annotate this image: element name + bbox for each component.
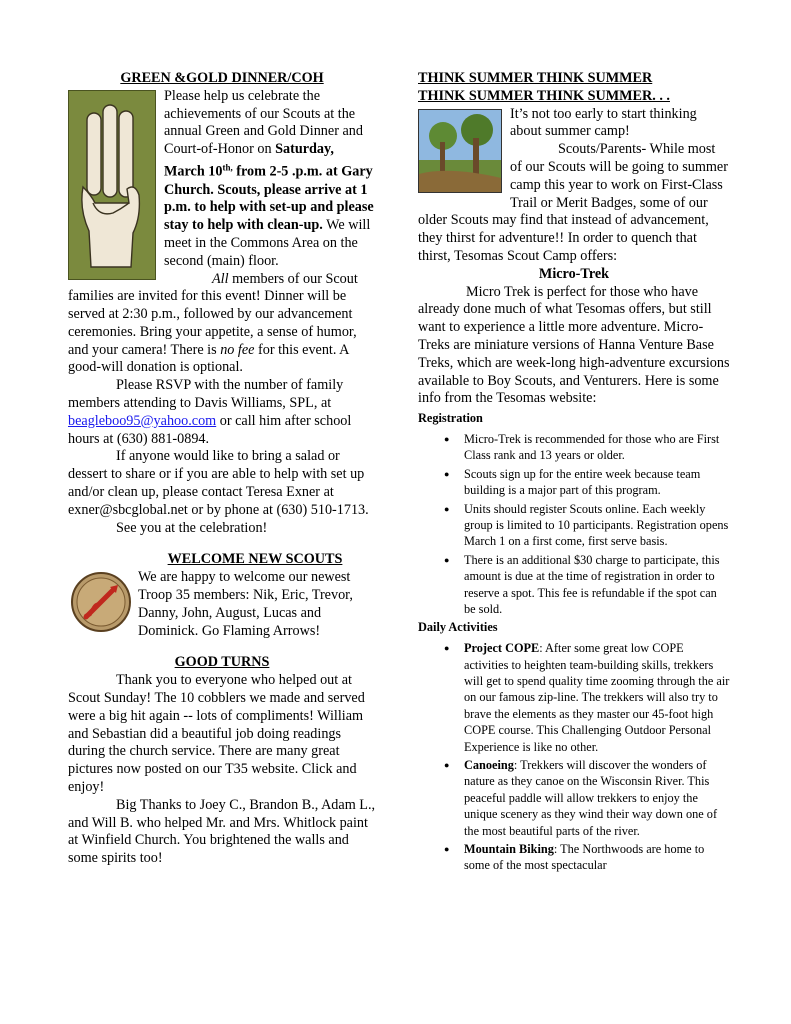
activity-title: Canoeing xyxy=(464,758,514,773)
activity-title: Project COPE xyxy=(464,641,540,656)
spacer xyxy=(68,640,376,654)
summer-heading-line-1: THINK SUMMER THINK SUMMER xyxy=(418,70,653,86)
dinner-p2-end: for this event. A good-will donation is optional. xyxy=(68,341,349,376)
registration-heading: Registration xyxy=(418,411,483,426)
welcome-text: We are happy to welcome our newest Troop 35 members: Nik, Eric, Trevor, Danny, John, August, Lucas and Dominick. Go Flaming Arrows! xyxy=(138,569,353,639)
micro-trek-heading: Micro-Trek xyxy=(538,265,610,282)
activity-text: : The Northwoods are home to some of the most spectacular xyxy=(464,842,705,873)
dinner-p1-text: Please help us celebrate the achievements of our Scouts at the annual Green and Gold Dinner and Court-of-Honor on xyxy=(164,87,363,158)
left-column xyxy=(68,70,376,868)
welcome-heading: WELCOME NEW SCOUTS xyxy=(167,551,343,568)
flaming-arrow-patch-icon xyxy=(70,571,132,633)
right-column xyxy=(418,70,730,876)
dinner-no-fee: no fee xyxy=(220,341,255,358)
list-item: ● Units should register Scouts online. Each weekly group is limited to 10 participants. Registration opens March 1 on a first come, first serve basis. xyxy=(464,501,730,550)
good-turns-paragraph-2: Big Thanks to Joey C., Brandon B., Adam L., and Will B. who helped Mr. and Mrs. Whitlock paint at Winfield Church. You brightened the walls and some spirits too! xyxy=(68,796,376,867)
dinner-all-emphasis: All xyxy=(212,270,229,287)
good-turns-paragraph-1: Thank you to everyone who helped out at Scout Sunday! The 10 cobblers we made and served were a big hit again -- lots of compliments! William and Sebastian did a beautiful job doing readings during the church service. There are many great pictures now posted on our T35 website. Click and enjoy! xyxy=(68,672,365,796)
dinner-rsvp-text: Please RSVP with the number of family members attending to Davis Williams, SPL, at xyxy=(68,377,344,412)
activity-title: Mountain Biking xyxy=(464,842,554,857)
list-item xyxy=(464,841,730,874)
activity-text: : Trekkers will discover the wonders of nature as they canoe on the Wisconsin River. This peaceful paddle will allow trekkers to enjoy the unique scenery as they wind their way down one of the most beautiful parts of the river. xyxy=(464,758,718,838)
activity-text: : After some great low COPE activities to heighten team-building skills, trekkers will get to spend quality time zooming through the air on our famous zip-line. The trekkers will also try to brave the elements as they master our 45-foot high COPE course. This Challenging Outdoor Personal Experience is like no other. xyxy=(464,641,730,754)
rsvp-email-link[interactable]: beagleboo95@yahoo.com xyxy=(68,412,217,429)
list-item xyxy=(464,757,730,839)
good-turns-heading: GOOD TURNS xyxy=(174,654,270,671)
summer-camp-image xyxy=(418,109,502,193)
dinner-paragraph-4: If anyone would like to bring a salad or dessert to share or if you are able to help with set up and/or clean up, please contact Teresa Exner at exner@sbcglobal.net or by phone at (630) 510-1713. xyxy=(68,448,369,518)
dinner-paragraph-2 xyxy=(68,271,376,378)
activities-list xyxy=(418,640,730,874)
summer-paragraph-2: Scouts/Parents- While most of our Scouts will be going to summer camp this year to work on First-Class Trail or Merit Badges, some of our older Scouts may find that instead of advancement, they thirst for adventure!! In order to quench that thirst, Tesomas Scout Camp offers: xyxy=(418,141,728,264)
list-item: ● Micro-Trek is recommended for those who are First Class rank and 13 years or older. xyxy=(464,431,730,464)
summer-heading-line-2: THINK SUMMER THINK SUMMER. . . xyxy=(418,87,670,104)
scout-sign-hand-image xyxy=(68,90,156,280)
dinner-heading: GREEN &GOLD DINNER/COH xyxy=(120,70,324,86)
dinner-location: We will meet in the Commons Area on the second (main) floor. xyxy=(164,217,371,269)
list-item: ● Scouts sign up for the entire week because team building is a major part of this program. xyxy=(464,466,730,499)
dinner-paragraph-3 xyxy=(68,377,376,448)
daily-activities-heading: Daily Activities xyxy=(418,620,498,635)
scout-sign-hand-icon xyxy=(69,91,155,279)
tree-landscape-icon xyxy=(419,110,501,192)
dinner-paragraph-5: See you at the celebration! xyxy=(116,519,268,536)
dinner-rsvp-phone: or call him after school hours at (630) 881-0894. xyxy=(68,412,352,447)
registration-list xyxy=(418,431,730,617)
spacer xyxy=(68,537,376,551)
flaming-arrow-patch-image xyxy=(70,571,132,633)
dinner-date: Saturday, March 10 xyxy=(164,141,334,180)
dinner-time-place: from 2-5 .p.m. at Gary Church. Scouts, please arrive at 1 p.m. to help with set-up and please stay to help with clean-up. xyxy=(164,163,374,234)
micro-trek-paragraph: Micro Trek is perfect for those who have already done much of what Tesomas offers, but still want to experience a little more adventure. Micro-Treks are miniature versions of Hanna Venture Base Treks, which are week-long high-adventure excursions available to Boy Scouts, and Venturers. Here is some info from the Tesomas website: xyxy=(418,283,730,407)
dinner-date-suffix: th, xyxy=(222,161,233,172)
list-item xyxy=(464,640,730,755)
summer-paragraph-1: It’s not too early to start thinking about summer camp! xyxy=(510,105,697,140)
dinner-p2-text: members of our Scout families are invited for this event! Dinner will be served at 2:30 p.m., followed by our advancement ceremonies. Bring your appetite, a sense of humor, and your camera! There is xyxy=(68,270,358,358)
list-item: ● There is an additional $30 charge to participate, this amount is due at the time of registration in order to reserve a spot. This fee is refundable if the spot can be sold. xyxy=(464,552,730,618)
